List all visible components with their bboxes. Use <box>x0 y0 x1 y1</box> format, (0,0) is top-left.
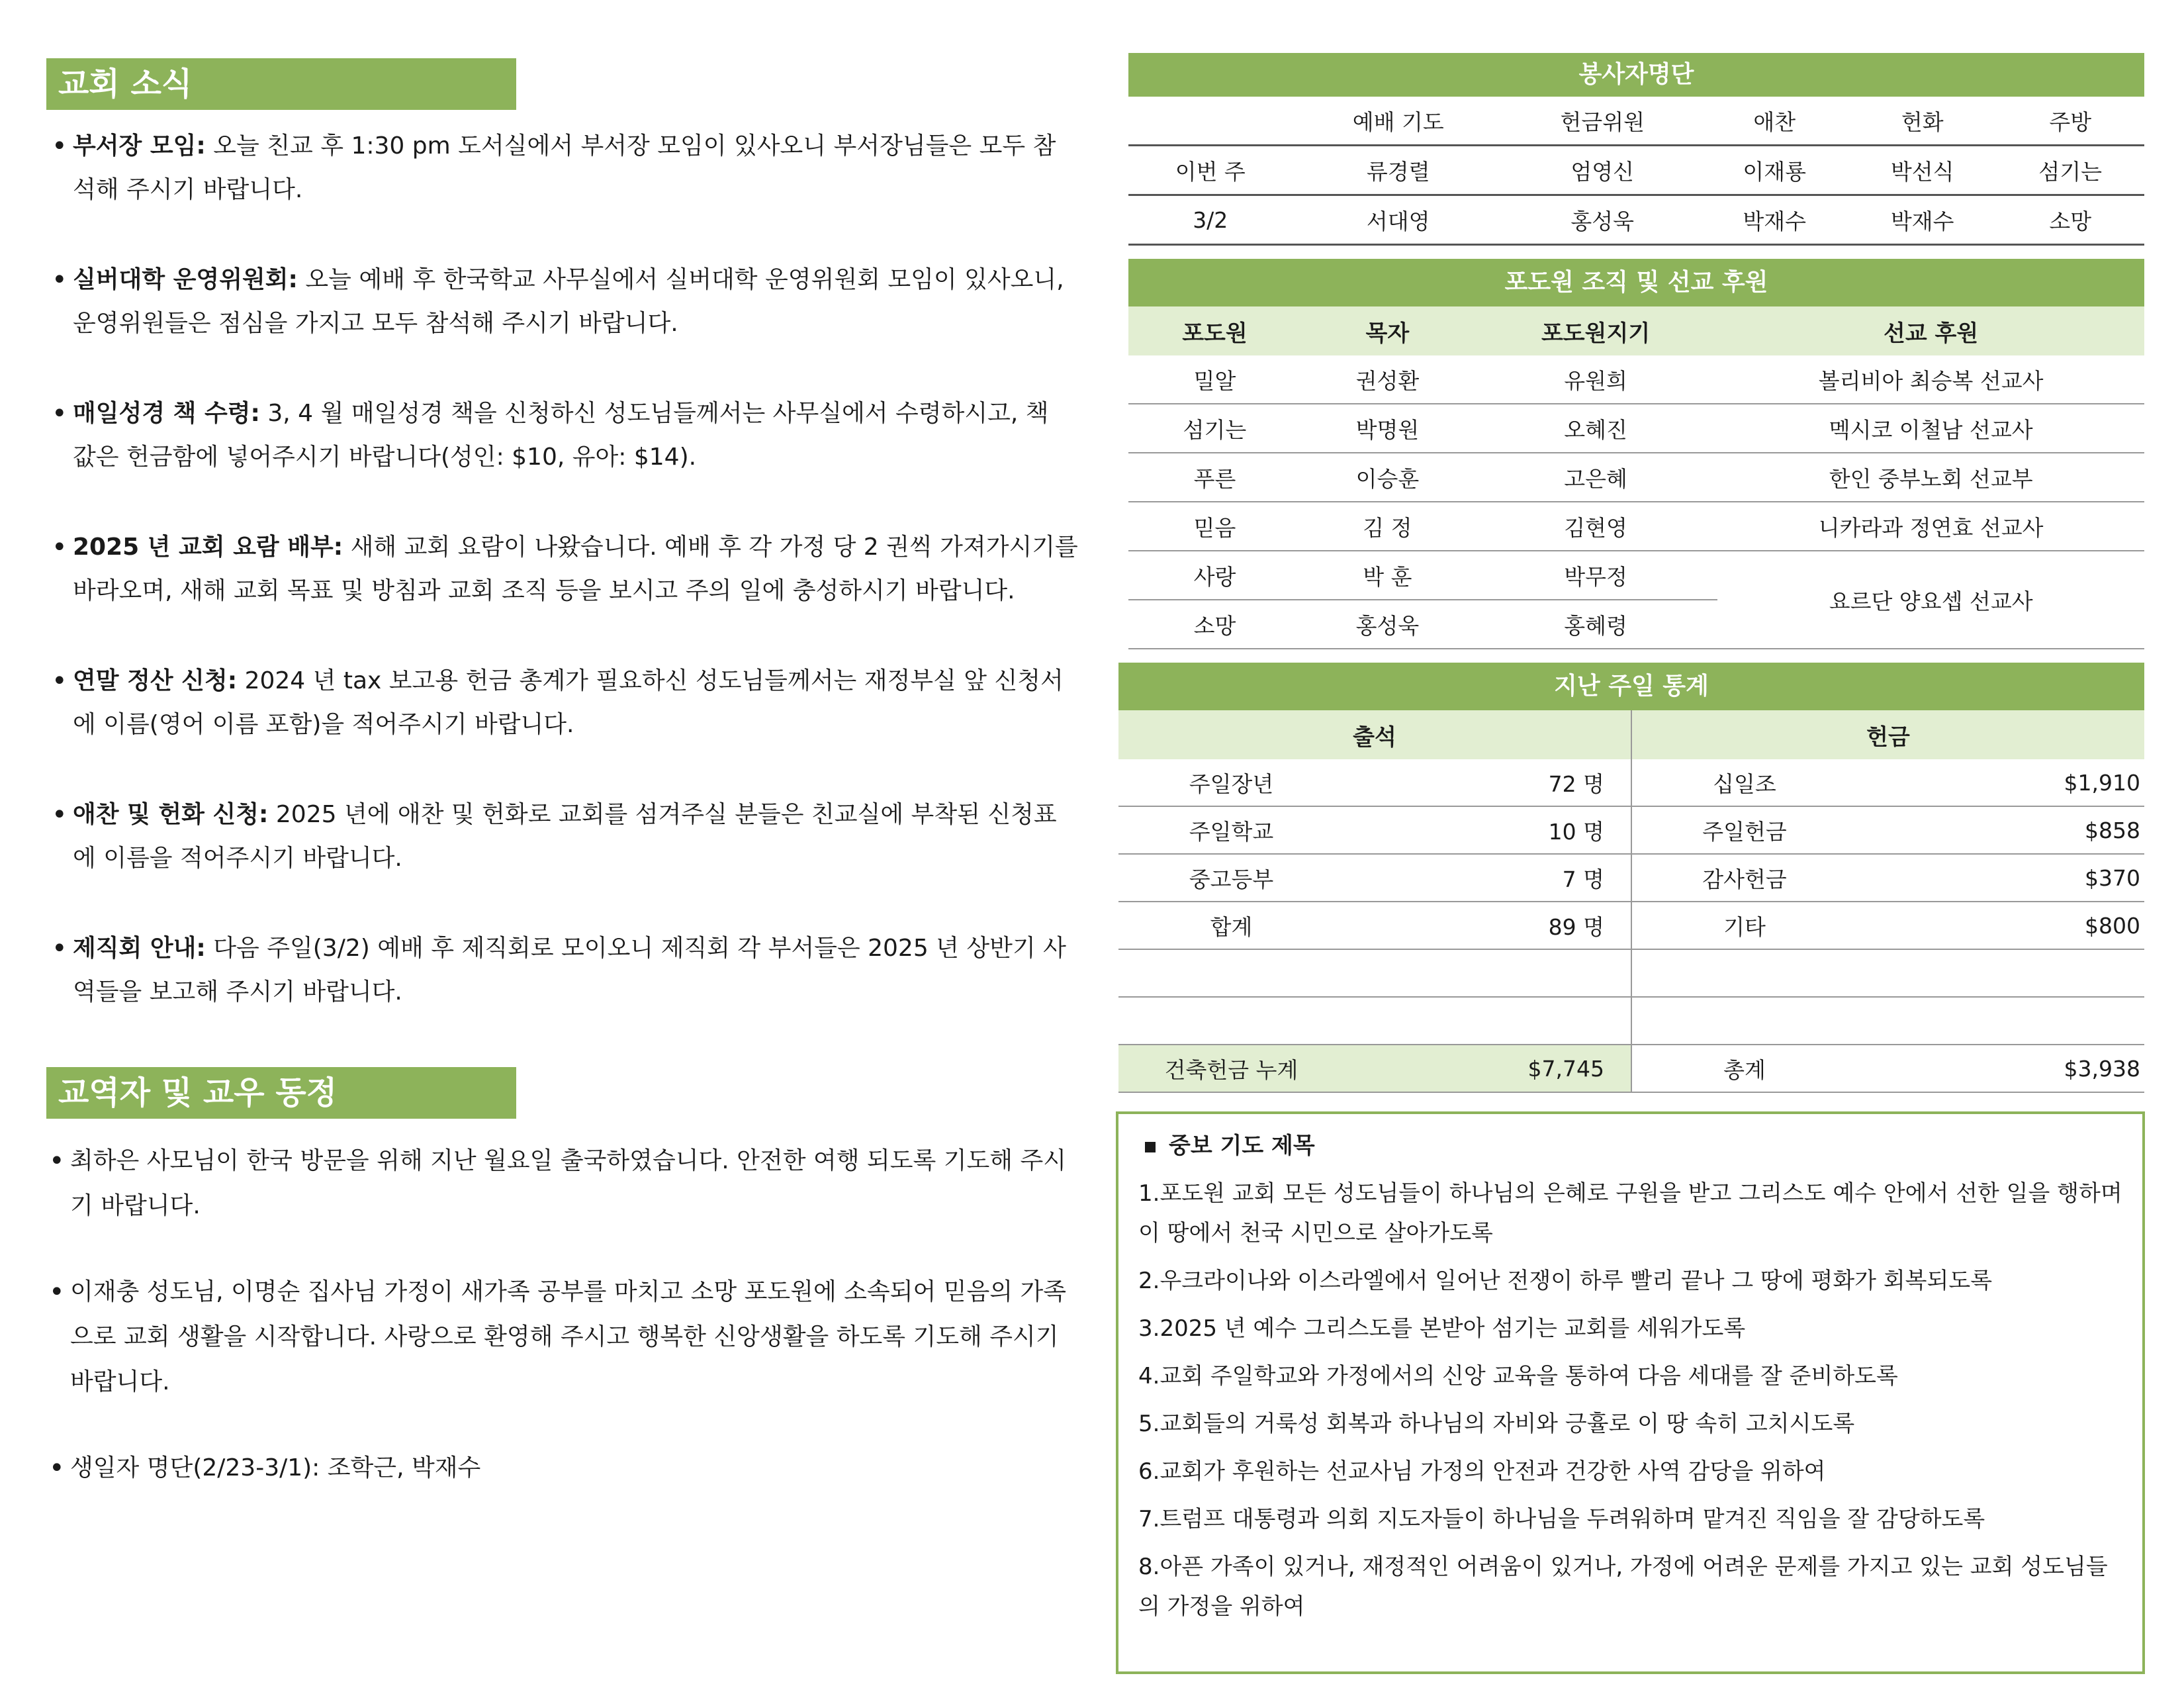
church-news-list <box>46 124 1079 1014</box>
table-row <box>1128 404 2144 453</box>
church-news-title: 교회 소식 <box>46 58 516 110</box>
news-item-text: 오늘 예배 후 한국학교 사무실에서 실버대학 운영위원회 모임이 있사오니, 운영위원들은 점심을 가지고 모두 참석해 주시기 바랍니다. <box>73 266 1064 337</box>
table-row <box>1128 97 2144 146</box>
table-header: 선교 후원 <box>1717 306 2144 355</box>
news-item-title: 애찬 및 헌화 신청: <box>73 801 269 828</box>
table-cell: $1,910 <box>1857 759 2144 806</box>
vineyard-table <box>1128 306 2144 649</box>
table-row <box>1118 902 2144 949</box>
list-item: 4.교회 주일학교와 가정에서의 신앙 교육을 통하여 다음 세대를 잘 준비하도록 <box>1138 1363 1898 1389</box>
prayer-title-text: 중보 기도 제목 <box>1169 1133 1315 1159</box>
building-fund-value: $7,745 <box>1344 1045 1631 1092</box>
list-item: 2.우크라이나와 이스라엘에서 일어난 전쟁이 하루 빨리 끝나 그 땅에 평화가 회복되도록 <box>1138 1268 1993 1294</box>
table-cell: 홍성욱 <box>1301 600 1474 649</box>
table-row <box>1118 854 2144 902</box>
table-cell <box>1118 997 1344 1045</box>
list-item <box>46 124 1079 212</box>
list-item: • 최하은 사모님이 한국 방문을 위해 지난 월요일 출국하였습니다. 안전한 여행 되도록 기도해 주시기 바랍니다. <box>46 1139 1079 1229</box>
table-header: 포도원 <box>1128 306 1301 355</box>
table-cell: 7 명 <box>1344 854 1631 902</box>
ministry-news-list <box>46 1139 1079 1491</box>
building-fund-label: 건축헌금 누계 <box>1118 1045 1344 1092</box>
table-cell <box>1857 997 2144 1045</box>
table-row <box>1128 453 2144 502</box>
list-item: • 생일자 명단(2/23-3/1): 조학근, 박재수 <box>46 1446 1079 1491</box>
table-cell: 애찬 <box>1700 97 1848 146</box>
table-cell: 유원희 <box>1474 355 1717 404</box>
table-cell: 주방 <box>1996 97 2144 146</box>
table-cell: $858 <box>1857 806 2144 854</box>
stats-section <box>1118 663 2144 1093</box>
offering-header: 헌금 <box>1631 710 2144 759</box>
table-cell <box>1118 949 1344 997</box>
news-item-text: 3, 4 월 매일성경 책을 신청하신 성도님들께서는 사무실에서 수령하시고, 책 값은 헌금함에 넣어주시기 바랍니다(성인: $10, 유아: $14). <box>73 400 1049 471</box>
table-cell: 헌금위원 <box>1504 97 1700 146</box>
table-row <box>1118 1045 2144 1092</box>
table-cell: 감사헌금 <box>1631 854 1857 902</box>
left-column <box>46 58 1079 1532</box>
table-cell: 권성환 <box>1301 355 1474 404</box>
table-cell: 류경렬 <box>1293 146 1505 195</box>
table-cell: 예배 기도 <box>1293 97 1505 146</box>
total-label: 총계 <box>1631 1045 1857 1092</box>
table-cell: 합계 <box>1118 902 1344 949</box>
list-item: 8.아픈 가족이 있거나, 재정적인 어려움이 있거나, 가정에 어려운 문제를 가지고 있는 교회 성도님들의 가정을 위하여 <box>1138 1554 2108 1620</box>
news-item-title: 부서장 모임: <box>73 132 206 160</box>
table-cell: 김현영 <box>1474 502 1717 551</box>
list-item <box>46 793 1079 880</box>
list-item: 6.교회가 후원하는 선교사님 가정의 안전과 건강한 사역 감당을 위하여 <box>1138 1458 1826 1485</box>
list-item <box>46 392 1079 479</box>
table-row <box>1118 949 2144 997</box>
news-item-title: 실버대학 운영위원회: <box>73 266 298 293</box>
stats-title: 지난 주일 통계 <box>1118 663 2144 710</box>
table-row <box>1128 146 2144 195</box>
table-cell: 섬기는 <box>1128 404 1301 453</box>
list-item <box>46 659 1079 747</box>
volunteers-title: 봉사자명단 <box>1128 53 2144 97</box>
table-cell: 십일조 <box>1631 759 1857 806</box>
table-cell: 72 명 <box>1344 759 1631 806</box>
table-cell: 박재수 <box>1848 195 1997 245</box>
news-item-text: 다음 주일(3/2) 예배 후 제직회로 모이오니 제직회 각 부서들은 2025 년 상반기 사역들을 보고해 주시기 바랍니다. <box>73 935 1066 1006</box>
table-cell: 서대영 <box>1293 195 1505 245</box>
table-row <box>1118 997 2144 1045</box>
table-row <box>1118 806 2144 854</box>
list-item: 1.포도원 교회 모든 성도님들이 하나님의 은혜로 구원을 받고 그리스도 예수 안에서 선한 일을 행하며 이 땅에서 천국 시민으로 살아가도록 <box>1138 1180 2122 1246</box>
square-bullet-icon <box>1145 1142 1156 1152</box>
table-row <box>1128 551 2144 600</box>
table-cell: 이승훈 <box>1301 453 1474 502</box>
table-cell: 이재룡 <box>1700 146 1848 195</box>
vineyard-section <box>1118 259 2144 649</box>
table-cell: 밀알 <box>1128 355 1301 404</box>
table-row <box>1128 306 2144 355</box>
news-item-title: 연말 정산 신청: <box>73 667 238 694</box>
table-row <box>1118 710 2144 759</box>
table-cell: 요르단 양요셉 선교사 <box>1717 551 2144 649</box>
table-cell: 주일헌금 <box>1631 806 1857 854</box>
table-cell: 멕시코 이철남 선교사 <box>1717 404 2144 453</box>
volunteers-section <box>1118 53 2144 246</box>
news-item-title: 제직회 안내: <box>73 935 206 962</box>
table-cell: 박선식 <box>1848 146 1997 195</box>
list-item <box>46 526 1079 613</box>
table-cell <box>1344 949 1631 997</box>
table-cell: 박 훈 <box>1301 551 1474 600</box>
volunteers-table <box>1128 97 2144 246</box>
table-cell: 기타 <box>1631 902 1857 949</box>
table-cell: 엄영신 <box>1504 146 1700 195</box>
table-row <box>1118 759 2144 806</box>
total-value: $3,938 <box>1857 1045 2144 1092</box>
table-cell <box>1128 97 1293 146</box>
list-item <box>46 258 1079 346</box>
prayer-box <box>1116 1111 2145 1674</box>
table-cell: $370 <box>1857 854 2144 902</box>
table-row <box>1128 355 2144 404</box>
list-item: 5.교회들의 거룩성 회복과 하나님의 자비와 긍휼로 이 땅 속히 고치시도록 <box>1138 1411 1855 1437</box>
table-cell: 섬기는 <box>1996 146 2144 195</box>
prayer-title <box>1138 1126 2122 1166</box>
table-header: 포도원지기 <box>1474 306 1717 355</box>
table-cell: 니카라과 정연효 선교사 <box>1717 502 2144 551</box>
list-item <box>46 927 1079 1014</box>
table-cell <box>1344 997 1631 1045</box>
news-item-text: 오늘 친교 후 1:30 pm 도서실에서 부서장 모임이 있사오니 부서장님들은 모두 참석해 주시기 바랍니다. <box>73 132 1056 203</box>
table-cell: 볼리비아 최승복 선교사 <box>1717 355 2144 404</box>
table-cell: 소망 <box>1996 195 2144 245</box>
table-cell: 박재수 <box>1700 195 1848 245</box>
table-row <box>1128 502 2144 551</box>
table-cell: 홍성욱 <box>1504 195 1700 245</box>
table-header: 목자 <box>1301 306 1474 355</box>
table-cell: 푸른 <box>1128 453 1301 502</box>
table-cell <box>1857 949 2144 997</box>
table-cell <box>1631 949 1857 997</box>
table-cell: 주일장년 <box>1118 759 1344 806</box>
table-cell: 오혜진 <box>1474 404 1717 453</box>
attendance-header: 출석 <box>1118 710 1631 759</box>
list-item: 7.트럼프 대통령과 의회 지도자들이 하나님을 두려워하며 맡겨진 직임을 잘 감당하도록 <box>1138 1506 1985 1532</box>
table-cell: 고은혜 <box>1474 453 1717 502</box>
right-column <box>1118 53 2144 1674</box>
vineyard-title: 포도원 조직 및 선교 후원 <box>1128 259 2144 306</box>
table-cell: 박무정 <box>1474 551 1717 600</box>
table-cell: 중고등부 <box>1118 854 1344 902</box>
table-cell: 3/2 <box>1128 195 1293 245</box>
table-cell <box>1631 997 1857 1045</box>
table-cell: 믿음 <box>1128 502 1301 551</box>
table-cell: 주일학교 <box>1118 806 1344 854</box>
ministry-news-title: 교역자 및 교우 동정 <box>46 1067 516 1119</box>
list-item: • 이재충 성도님, 이명순 집사님 가정이 새가족 공부를 마치고 소망 포도원에 소속되어 믿음의 가족으로 교회 생활을 시작합니다. 사랑으로 환영해 주시고 행복한 신앙생활을 하도록 기도해 주시기 바랍니다. <box>46 1270 1079 1405</box>
list-item: 3.2025 년 예수 그리스도를 본받아 섬기는 교회를 세워가도록 <box>1138 1315 1746 1342</box>
table-cell: 89 명 <box>1344 902 1631 949</box>
table-cell: 헌화 <box>1848 97 1997 146</box>
stats-table <box>1118 710 2144 1093</box>
table-cell: 박명원 <box>1301 404 1474 453</box>
table-cell: 사랑 <box>1128 551 1301 600</box>
table-cell: 소망 <box>1128 600 1301 649</box>
table-cell: 10 명 <box>1344 806 1631 854</box>
table-cell: 김 정 <box>1301 502 1474 551</box>
table-cell: 한인 중부노회 선교부 <box>1717 453 2144 502</box>
news-item-text: 2025 년에 애찬 및 헌화로 교회를 섬겨주실 분들은 친교실에 부착된 신청표에 이름을 적어주시기 바랍니다. <box>73 801 1057 872</box>
table-cell: $800 <box>1857 902 2144 949</box>
news-item-text: 2024 년 tax 보고용 헌금 총계가 필요하신 성도님들께서는 재정부실 앞 신청서에 이름(영어 이름 포함)을 적어주시기 바랍니다. <box>73 667 1064 738</box>
table-cell: 홍혜령 <box>1474 600 1717 649</box>
table-cell: 이번 주 <box>1128 146 1293 195</box>
news-item-title: 매일성경 책 수령: <box>73 400 260 427</box>
table-row <box>1128 195 2144 245</box>
news-item-text: 새해 교회 요람이 나왔습니다. 예배 후 각 가정 당 2 권씩 가져가시기를 바라오며, 새해 교회 목표 및 방침과 교회 조직 등을 보시고 주의 일에 충성하시기 바랍니다. <box>73 534 1078 604</box>
news-item-title: 2025 년 교회 요람 배부: <box>73 534 343 561</box>
